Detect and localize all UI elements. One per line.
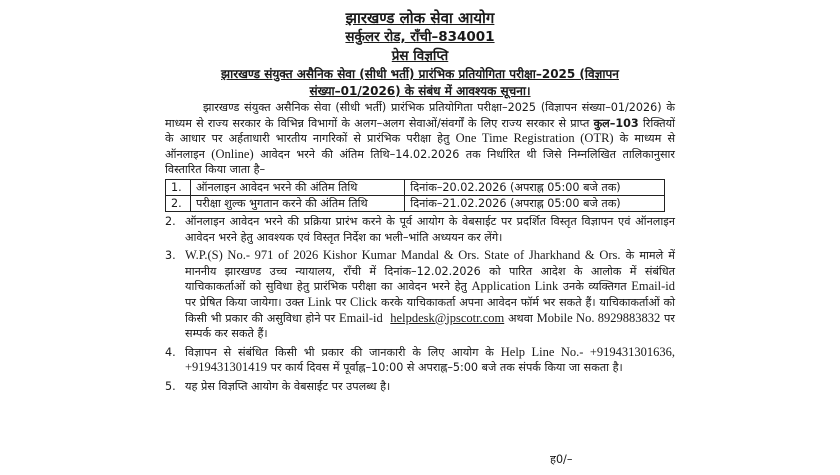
intro-paragraph [165,100,675,178]
point-5 [165,379,675,395]
otr-term: One Time Registration (OTR) [455,131,614,146]
point-text: यह प्रेस विज्ञप्ति आयोग के वेबसाईट पर उपलब्ध है। [185,379,391,393]
document-type: प्रेस विज्ञप्ति [391,48,449,64]
deadlines-table [165,179,665,212]
point-3 [165,248,675,342]
organization-address: सर्कुलर रोड, राँची–834001 [345,29,495,45]
intro-text-2: रिक्तियों के आधार पर अर्हताधारी भारतीय नागरिकों से प्रारंभिक परीक्षा हेतु [165,116,676,146]
point-text: विज्ञापन से संबंधित किसी भी प्रकार की जानकारी के लिए आयोग के [185,345,501,359]
helpline-numbers: Help Line No.- +919431301636, +919431301419 [185,344,675,375]
organization-name: झारखण्ड लोक सेवा आयोग [345,9,495,27]
point-text: उनके व्यक्तिगत [558,280,632,294]
document-header [165,8,675,66]
row-number: 1. [166,179,191,195]
point-2 [165,214,675,245]
mobile-number: Mobile No. 8929883832 [536,310,661,325]
row-label: ऑनलाइन आवेदन भरने की अंतिम तिथि [191,179,405,195]
subject-heading-line1: झारखण्ड संयुक्त असैनिक सेवा (सीधी भर्ती) प्रारंभिक प्रतियोगिता परीक्षा–2025 (विज्ञापन [221,67,619,81]
point-text: पर कार्य दिवस में पूर्वाह्न–10:00 से अपराह्न–5:00 बजे तक संपर्क किया जा सकता है। [267,361,623,375]
subject-heading-line2: संख्या–01/2026) के संबंध में आवश्यक सूचना। [309,84,531,98]
point-text: के मामले में माननीय झारखण्ड उच्च न्यायालय, राँची में दिनांक–12.02.2026 को पारित आदेश के आलोक में संबंधित याचिकाकर्ताओं को सुविधा हेतु प्रारंभिक परीक्षा का आवेदन भरने हेतु [185,249,675,294]
point-text: पर सम्पर्क कर सकते हैं। [185,311,675,341]
point-number: 4. [165,345,176,359]
numbered-points [165,214,675,395]
point-text: करके याचिकाकर्ता अपना आवेदन फॉर्म भर सकते हैं। याचिकाकर्ताओं को किसी भी प्रकार की असुविधा होने पर [185,295,675,325]
point-4 [165,345,675,376]
row-number: 2. [166,195,191,211]
intro-text-4: आवेदन भरने की अंतिम तिथि–14.02.2026 तक निर्धारित थी जिसे निम्नलिखित तालिकानुसार विस्तारित किया जाता है– [165,147,675,177]
press-release-document [165,8,675,398]
vacancy-count: कुल–103 [593,116,639,130]
intro-text-1: झारखण्ड संयुक्त असैनिक सेवा (सीधी भर्ती) प्रारंभिक प्रतियोगिता परीक्षा–2025 (विज्ञापन संख्या–01/2026) के माध्यम से राज्य सरकार के विभिन्न विभागों के अलग–अलग सेवाओं/संवर्गों के लिए राज्य सरकार से प्राप्त [165,101,675,130]
row-value: दिनांक–21.02.2026 (अपराह्न 05:00 बजे तक) [405,195,665,211]
email-id-term: Email-id [631,279,675,294]
table-row [166,179,665,195]
case-reference: W.P.(S) No.- 971 of 2026 Kishor Kumar Mandal & Ors. State of Jharkhand & Ors. [185,248,621,263]
row-label: परीक्षा शुल्क भुगतान करने की अंतिम तिथि [191,195,405,211]
click-term: Click [350,294,378,309]
point-text: पर प्रेषित किया जायेगा। उक्त [185,295,308,309]
point-text: पर [331,295,351,309]
table-row [166,195,665,211]
point-number: 2. [165,214,176,228]
online-term: (Online) [211,146,254,161]
intro-text-3: के माध्यम से ऑनलाइन [165,132,676,161]
link-term: Link [307,294,332,309]
row-value: दिनांक–20.02.2026 (अपराह्न 05:00 बजे तक) [405,179,665,195]
helpdesk-email-link[interactable]: helpdesk@jpscotr.com [390,310,505,325]
email-label: Email-id [339,310,383,325]
point-number: 5. [165,379,176,393]
point-text: अथवा [504,311,537,325]
application-link-term: Application Link [471,279,559,294]
point-text: ऑनलाइन आवेदन भरने की प्रक्रिया प्रारंभ करने के पूर्व आयोग के वेबसाईट पर प्रदर्शित विस्तृत विज्ञापन एवं ऑनलाइन आवेदन भरने हेतु आवश्यक एवं विस्तृत निर्देश का भली–भांति अध्ययन कर लेंगे। [185,214,675,244]
signature: ह0/– [550,453,573,466]
point-number: 3. [165,249,176,263]
